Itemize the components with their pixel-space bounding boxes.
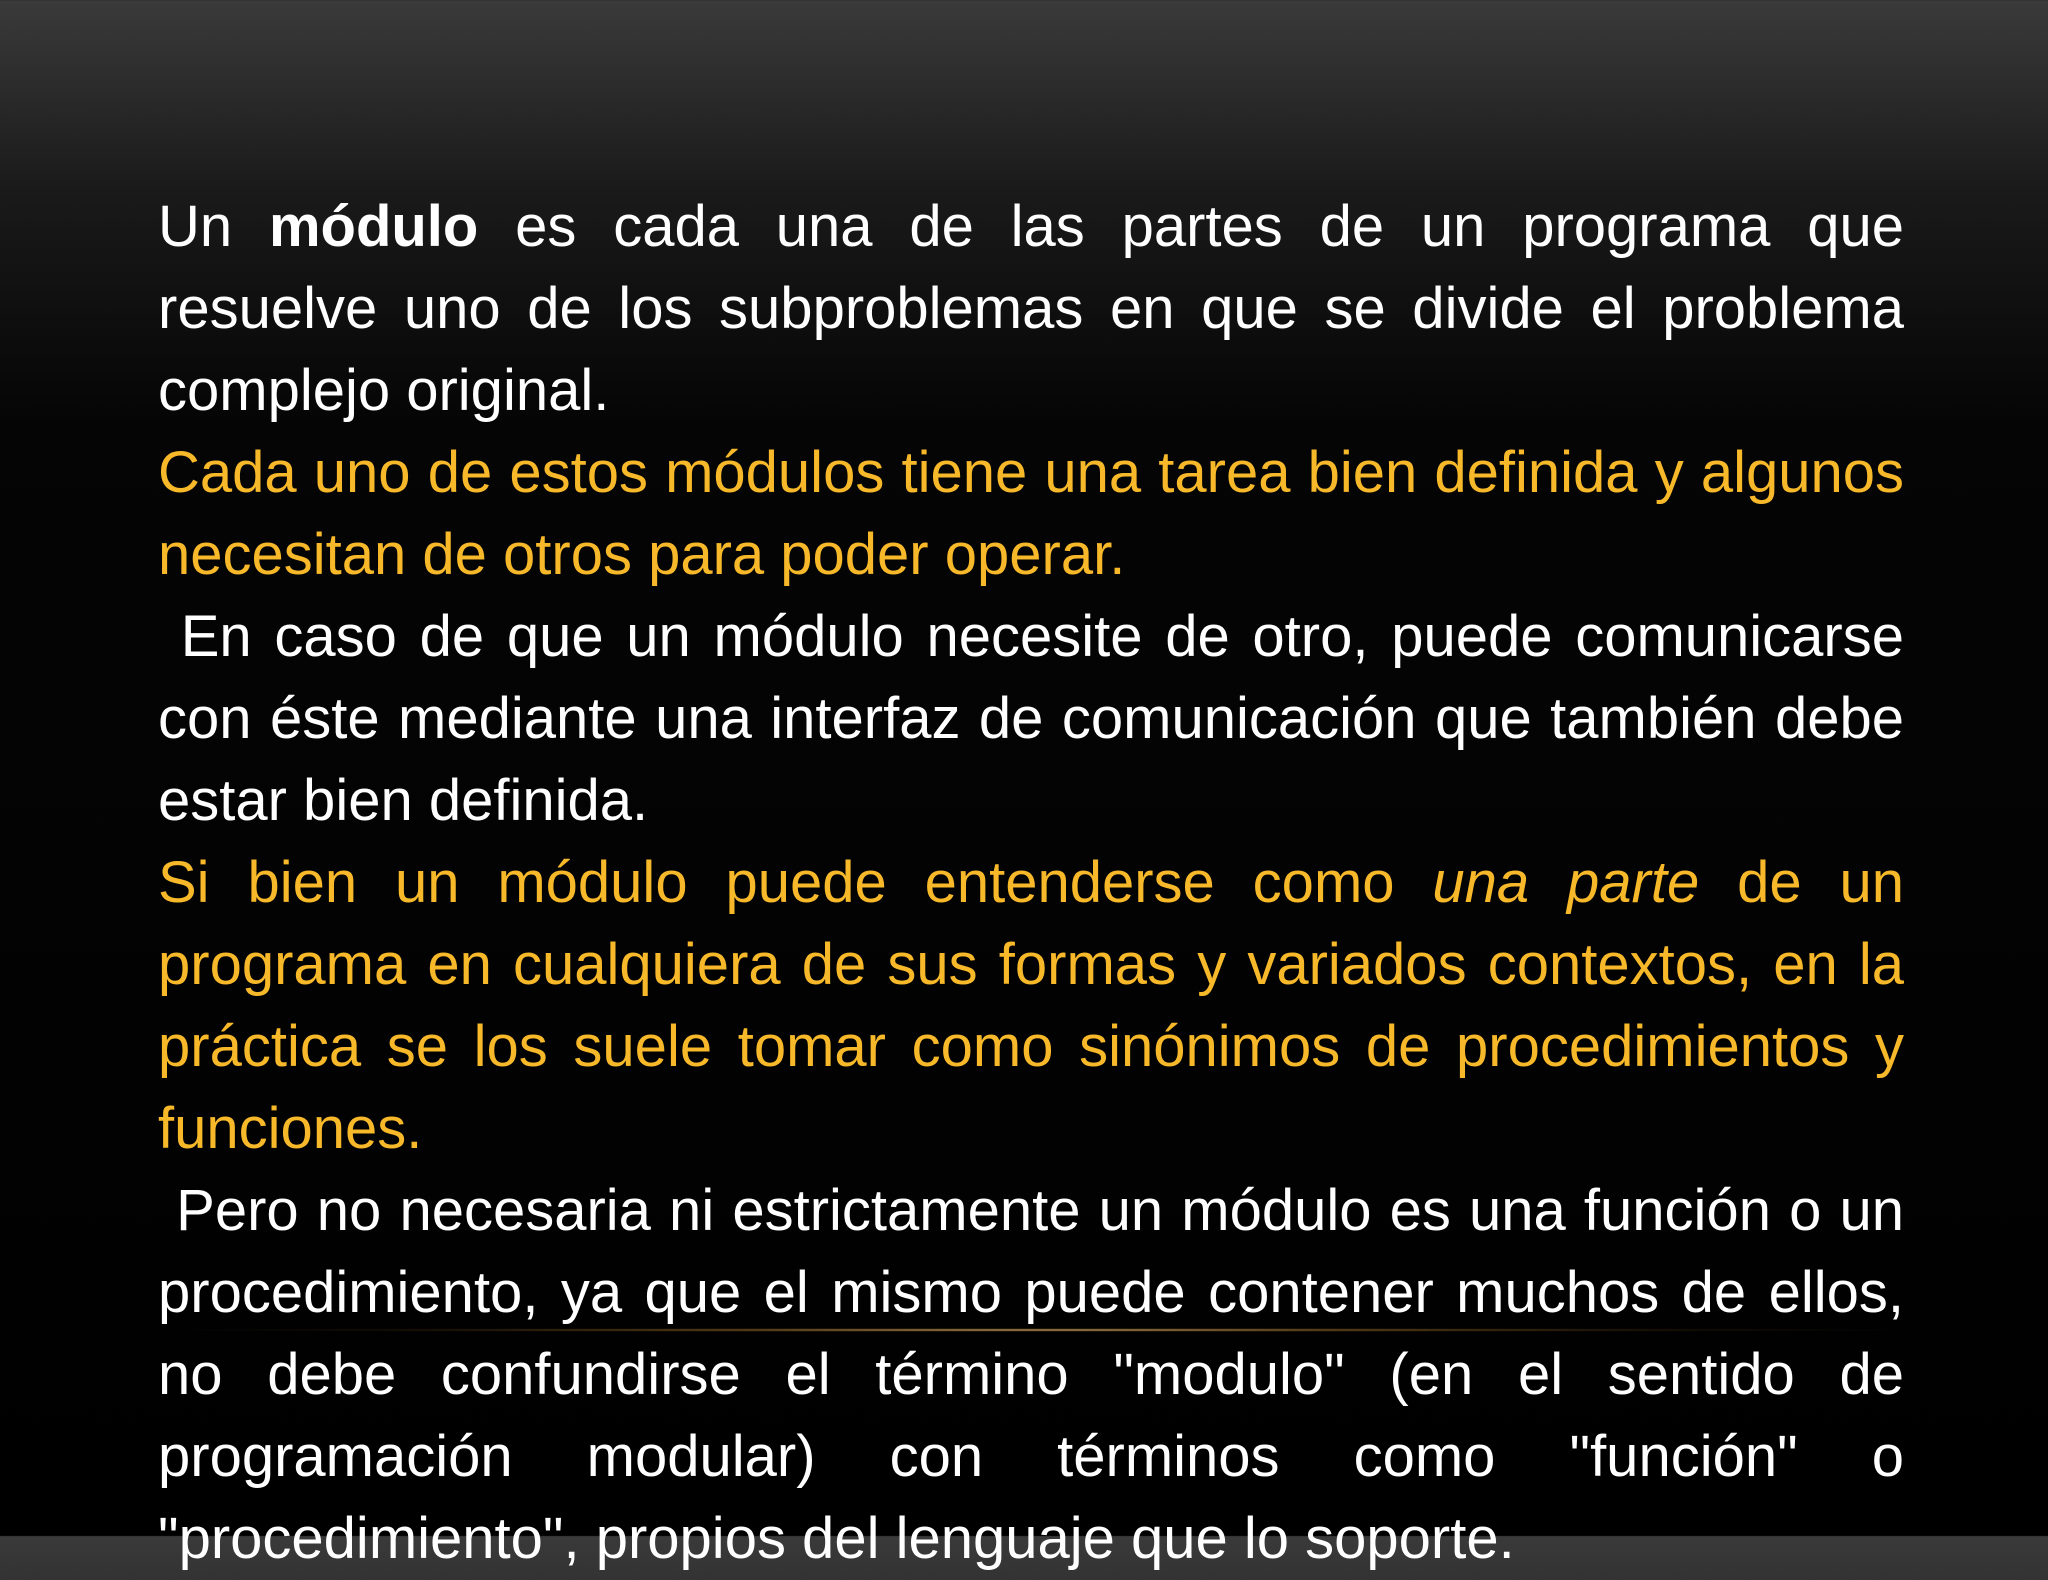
term-modulo: módulo xyxy=(268,194,479,259)
paragraph-4-rest: de un programa en cualquiera de sus formas y variados contextos, en la práctica se los suele tomar como sinónimos de procedimientos y funciones. xyxy=(158,850,1904,1161)
paragraph-module-interface: En caso de que un módulo necesite de otro, puede comunicarse con éste mediante una interfaz de comunicación que también debe estar bien definida. xyxy=(158,604,1921,833)
slide-body xyxy=(158,186,1921,1580)
paragraph-module-not-function: Pero no necesaria ni estrictamente un módulo es una función o un procedimiento, ya que el mismo puede contener muchos de ellos, no debe confundirse el término "modulo" (en el sentido de programación modular) con términos como "función" o "procedimiento", propios del lenguaje que lo soporte. xyxy=(158,1178,1921,1571)
paragraph-1-intro: Un xyxy=(158,194,269,259)
paragraph-module-tasks: Cada uno de estos módulos tiene una tarea bien definida y algunos necesitan de otros para poder operar. xyxy=(158,440,1904,587)
paragraph-4-intro: Si bien un módulo puede entenderse como xyxy=(158,850,1433,915)
paragraph-module-definition xyxy=(158,186,1904,432)
paragraph-module-synonyms xyxy=(158,842,1904,1170)
paragraph-1-rest: es cada una de las partes de un programa que resuelve uno de los subproblemas en que se divide el problema complejo original. xyxy=(158,194,1904,423)
term-una-parte: una parte xyxy=(1432,850,1700,915)
